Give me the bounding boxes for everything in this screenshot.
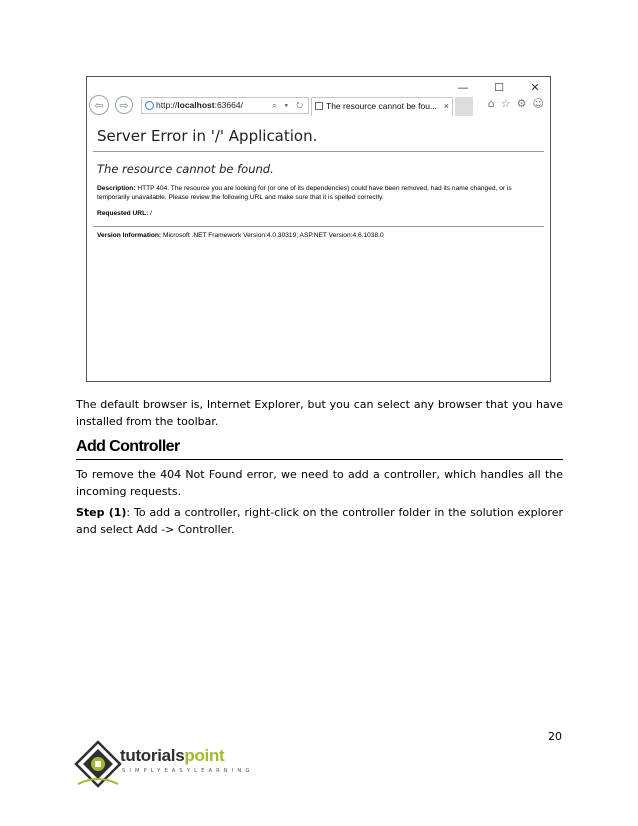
home-icon[interactable]: ⌂ <box>487 97 495 110</box>
logo-tagline: SIMPLYEASYLEARNING <box>122 768 254 774</box>
paragraph-step-1: Step (1): To add a controller, right-click on the controller folder in the solution explorer and select Add -> Controller. <box>76 506 563 536</box>
requested-url: Requested URL: / <box>97 210 152 217</box>
browser-nav-row <box>89 95 548 117</box>
logo-wordmark: tutorialspoint <box>120 746 225 765</box>
step-label: Step (1) <box>76 506 127 519</box>
forward-arrow-icon[interactable]: ⇨ <box>115 96 133 114</box>
error-title: Server Error in '/' Application. <box>97 127 318 145</box>
tab-page-icon <box>315 102 323 110</box>
address-host: localhost <box>177 100 215 110</box>
logo-emblem-icon <box>74 740 122 792</box>
browser-tab[interactable] <box>311 97 453 116</box>
minimize-icon[interactable]: — <box>457 81 469 94</box>
error-subtitle: The resource cannot be found. <box>97 162 274 176</box>
ie-page-icon <box>145 101 154 110</box>
browser-toolbar-icons <box>488 97 544 110</box>
address-bar[interactable]: http://localhost:63664/ ⌕ ▾ ↻ <box>141 97 309 114</box>
back-arrow-icon[interactable]: ⇦ <box>89 95 109 115</box>
error-description: Description: HTTP 404. The resource you are looking for (or one of its dependencies) could have been removed, had its name changed, or is temporarily unavailable. Please review the following URL and make sure that it is spelled correctly. <box>97 185 512 201</box>
new-tab-button[interactable] <box>455 97 473 116</box>
section-heading: Add Controller <box>76 438 563 460</box>
tab-close-icon[interactable]: × <box>443 101 449 111</box>
paragraph-404: To remove the 404 Not Found error, we need to add a controller, which handles all the incoming requests. <box>76 468 563 498</box>
favorites-star-icon[interactable]: ☆ <box>500 97 511 110</box>
version-information: Version Information: Microsoft .NET Framework Version:4.0.30319; ASP.NET Version:4.6.1038.0 <box>97 232 384 239</box>
tab-title: The resource cannot be fou... <box>326 101 438 111</box>
close-icon[interactable]: ✕ <box>530 81 540 94</box>
browser-screenshot <box>86 76 551 382</box>
maximize-icon[interactable]: ☐ <box>494 81 504 94</box>
smiley-feedback-icon[interactable]: ☺ <box>532 97 544 110</box>
window-controls <box>456 81 542 94</box>
page-number: 20 <box>548 730 562 743</box>
search-refresh-icons[interactable]: ⌕ ▾ ↻ <box>271 101 306 110</box>
divider <box>93 226 544 227</box>
paragraph-default-browser: The default browser is, Internet Explorer, but you can select any browser that you have installed from the toolbar. <box>76 398 563 428</box>
error-page <box>87 121 550 381</box>
divider <box>93 151 544 152</box>
settings-gear-icon[interactable]: ⚙ <box>516 97 527 110</box>
tutorialspoint-logo <box>74 740 254 792</box>
